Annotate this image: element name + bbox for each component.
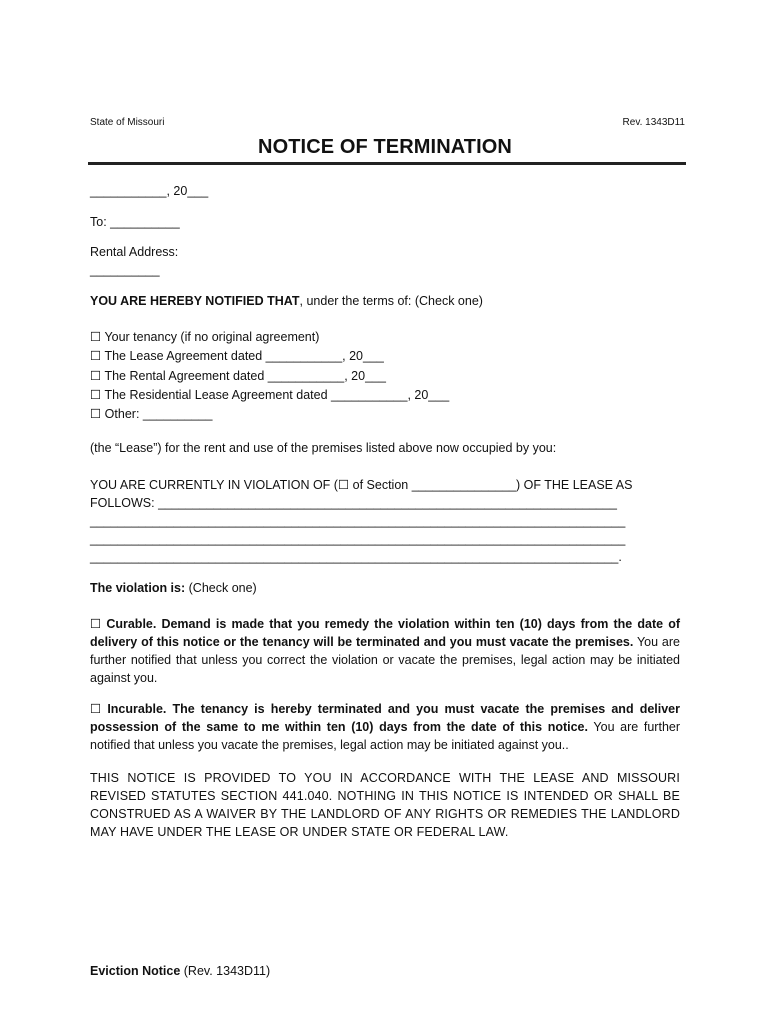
violation-line-1[interactable]: YOU ARE CURRENTLY IN VIOLATION OF (☐ of Section _______________) OF THE LEASE AS bbox=[90, 478, 633, 492]
curable-bold: ☐ Curable. Demand is made that you remedy the violation within ten (10) days from the date of delivery of this notice or the tenancy will be terminated and you must vacate the premises. bbox=[90, 617, 680, 649]
to-field[interactable]: To: __________ bbox=[90, 215, 180, 229]
curable-option[interactable] bbox=[90, 615, 680, 687]
footer-bold: Eviction Notice bbox=[90, 964, 181, 978]
state-label: State of Missouri bbox=[90, 117, 165, 128]
option-rental-agreement[interactable]: ☐ The Rental Agreement dated ___________, 20___ bbox=[90, 369, 386, 383]
incurable-bold: ☐ Incurable. The tenancy is hereby terminated and you must vacate the premises and deliver possession of the same to me within ten (10) days from the date of this notice. bbox=[90, 702, 680, 734]
footer bbox=[90, 964, 270, 978]
notified-statement bbox=[90, 294, 483, 308]
date-field[interactable]: ___________, 20___ bbox=[90, 184, 209, 198]
revision-label: Rev. 1343D11 bbox=[622, 117, 685, 128]
curable-rest: You are further notified that unless you correct the violation or vacate the premises, legal action may be initiated against you. bbox=[90, 635, 680, 685]
rental-address-label: Rental Address: bbox=[90, 245, 179, 259]
violation-line-4[interactable]: _____________________________________________________________________________ bbox=[90, 532, 626, 546]
option-lease-agreement[interactable]: ☐ The Lease Agreement dated ___________, 20___ bbox=[90, 349, 384, 363]
incurable-rest: You are further notified that unless you vacate the premises, legal action may be initiated against you.. bbox=[90, 720, 681, 752]
page-title: NOTICE OF TERMINATION bbox=[258, 136, 512, 158]
violation-line-3[interactable]: _____________________________________________________________________________ bbox=[90, 514, 626, 528]
lease-sentence: (the “Lease”) for the rent and use of the premises listed above now occupied by you: bbox=[90, 441, 557, 455]
option-tenancy[interactable]: ☐ Your tenancy (if no original agreement) bbox=[90, 330, 320, 344]
statute-notice: THIS NOTICE IS PROVIDED TO YOU IN ACCORDANCE WITH THE LEASE AND MISSOURI REVISED STATUTES SECTION 441.040. NOTHING IN THIS NOTICE IS INTENDED OR SHALL BE CONSTRUED AS A WAIVER BY THE LANDLORD OF ANY RIGHTS OR REMEDIES THE LANDLORD MAY HAVE UNDER THE LEASE OR UNDER STATE OR FEDERAL LAW. bbox=[90, 771, 680, 839]
title-divider bbox=[88, 162, 686, 165]
option-other[interactable]: ☐ Other: __________ bbox=[90, 407, 213, 421]
footer-rest: (Rev. 1343D11) bbox=[180, 964, 271, 978]
rental-address-field[interactable]: __________ bbox=[90, 263, 160, 277]
notified-rest: , under the terms of: (Check one) bbox=[299, 294, 483, 308]
violation-line-2[interactable]: FOLLOWS: __________________________________________________________________ bbox=[90, 496, 617, 510]
notified-lead: YOU ARE HEREBY NOTIFIED THAT bbox=[90, 294, 300, 308]
violation-is-rest: (Check one) bbox=[185, 581, 257, 595]
violation-line-5[interactable]: ____________________________________________________________________________. bbox=[90, 550, 622, 564]
violation-is-bold: The violation is: bbox=[90, 581, 186, 595]
violation-is-heading bbox=[90, 581, 257, 595]
incurable-option[interactable] bbox=[90, 700, 680, 754]
option-residential-lease[interactable]: ☐ The Residential Lease Agreement dated ___________, 20___ bbox=[90, 388, 450, 402]
